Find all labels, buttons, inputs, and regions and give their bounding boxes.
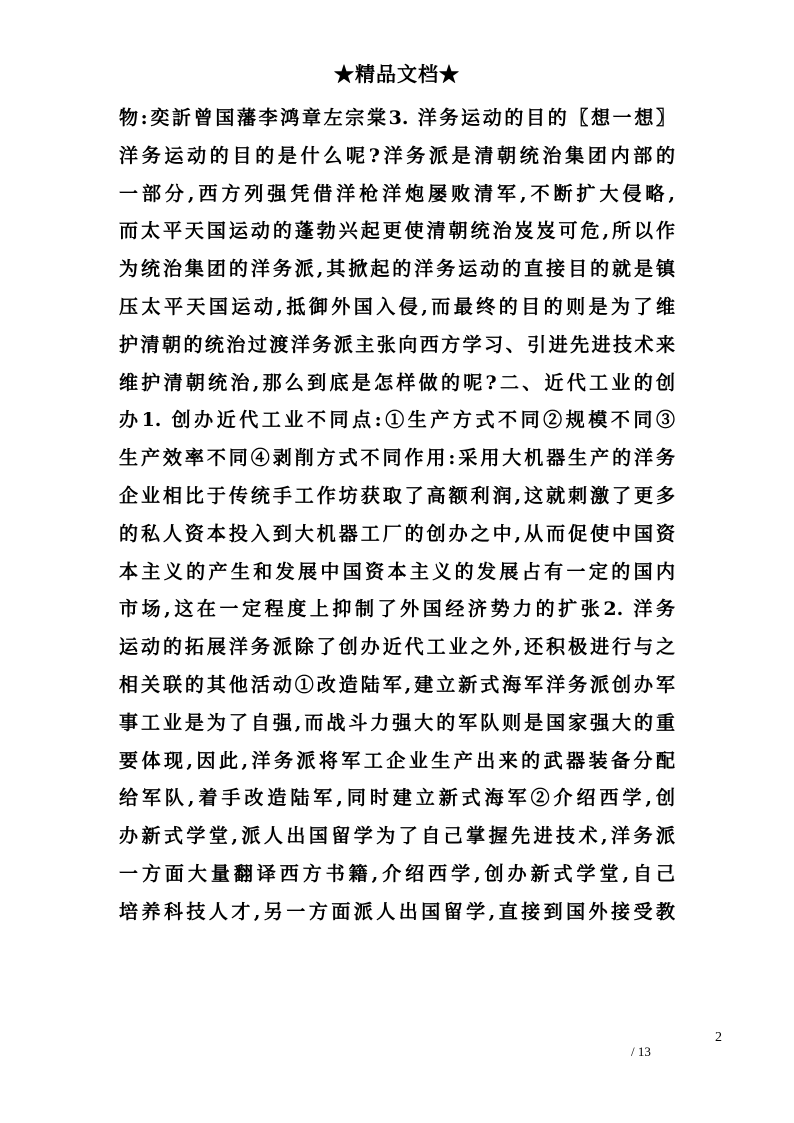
text-line-3: 一部分,西方列强凭借洋枪洋炮屡败清军,不断扩大侵略, — [119, 182, 675, 205]
page-number: 2 — [715, 1030, 722, 1045]
text-line-1: 物:奕訢曾国藩李鸿章左宗棠3. 洋务运动的目的〖想一想〗 — [119, 107, 675, 129]
text-line-16: 相关联的其他活动①改造陆军,建立新式海军洋务派创办军 — [119, 673, 675, 696]
text-line-6: 压太平天国运动,抵御外国入侵,而最终的目的则是为了维 — [119, 295, 675, 318]
text-line-7: 护清朝的统治过渡洋务派主张向西方学习、引进先进技术来 — [119, 333, 675, 356]
page-header-title: ★精品文档★ — [334, 62, 460, 86]
text-line-11: 企业相比于传统手工作坊获取了高额利润,这就刺激了更多 — [119, 484, 675, 507]
text-line-18: 要体现,因此,洋务派将军工企业生产出来的武器装备分配 — [119, 749, 675, 772]
text-line-14: 市场,这在一定程度上抑制了外国经济势力的扩张2. 洋务 — [119, 598, 675, 621]
text-line-12: 的私人资本投入到大机器工厂的创办之中,从而促使中国资 — [119, 522, 675, 545]
text-line-9: 办1. 创办近代工业不同点:①生产方式不同②规模不同③ — [119, 409, 675, 432]
text-line-10: 生产效率不同④剥削方式不同作用:采用大机器生产的洋务 — [119, 447, 675, 470]
text-line-13: 本主义的产生和发展中国资本主义的发展占有一定的国内 — [119, 560, 675, 583]
text-line-22: 培养科技人才,另一方面派人出国留学,直接到国外接受教 — [119, 900, 675, 923]
text-line-21: 一方面大量翻译西方书籍,介绍西学,创办新式学堂,自己 — [119, 862, 675, 885]
text-line-17: 事工业是为了自强,而战斗力强大的军队则是国家强大的重 — [119, 711, 675, 734]
text-line-8: 维护清朝统治,那么到底是怎样做的呢?二、近代工业的创 — [119, 371, 675, 394]
page-total: / 13 — [631, 1044, 651, 1059]
text-line-5: 为统治集团的洋务派,其掀起的洋务运动的直接目的就是镇 — [119, 258, 675, 281]
document-body — [119, 100, 675, 932]
text-line-19: 给军队,着手改造陆军,同时建立新式海军②介绍西学,创 — [119, 787, 675, 810]
text-line-4: 而太平天国运动的蓬勃兴起更使清朝统治岌岌可危,所以作 — [119, 220, 675, 243]
text-line-15: 运动的拓展洋务派除了创办近代工业之外,还积极进行与之 — [119, 636, 675, 659]
text-line-20: 办新式学堂,派人出国留学为了自己掌握先进技术,洋务派 — [119, 825, 675, 848]
text-line-2: 洋务运动的目的是什么呢?洋务派是清朝统治集团内部的 — [119, 144, 675, 167]
